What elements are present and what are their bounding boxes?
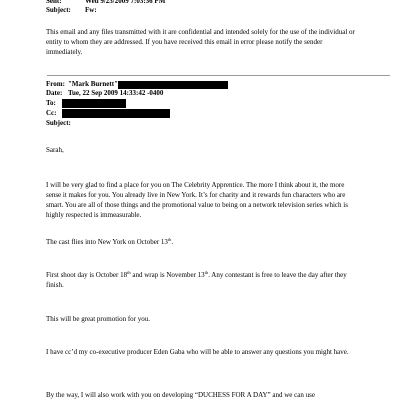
email-subject-label: Subject:: [46, 119, 71, 127]
sent-label: Sent:: [46, 0, 62, 5]
paragraph-4: This will be great promotion for you.: [46, 315, 151, 323]
cc-redaction: [62, 109, 170, 118]
paragraph-3-a: First shoot day is October 18: [46, 271, 128, 279]
to-label: To:: [46, 99, 56, 107]
disclaimer-text: This email and any files transmitted with it are confidential and intended solely for the use of the individual or entity to whom they are addressed. If you have received this email in error please notify the sender immediately.: [46, 28, 355, 56]
paragraph-3-sup-2: th: [204, 270, 209, 275]
from-label: From:: [46, 80, 65, 88]
to-redaction: [62, 99, 126, 108]
paragraph-3-sup-1: th: [127, 270, 131, 275]
from-value: "Mark Burnett": [68, 80, 118, 88]
cc-label: Cc:: [46, 109, 57, 117]
paragraph-6: By the way, I will also work with you on developing “DUCHESS FOR A DAY” and we can use: [46, 391, 315, 399]
paragraph-2-sup: th: [167, 237, 172, 242]
header-divider: [47, 75, 390, 76]
top-subject-label: Subject:: [46, 6, 71, 14]
top-subject-value: Fw:: [85, 6, 97, 14]
date-label: Date:: [46, 89, 63, 97]
paragraph-3-b: and wrap is November 13: [130, 271, 205, 279]
paragraph-5: I have cc’d my co-executive producer Eden Gaba who will be able to answer any questions you might have.: [46, 348, 349, 356]
sent-value: Wed 9/23/2009 7:03:36 PM: [85, 0, 166, 5]
from-email-redaction: [118, 81, 228, 89]
salutation: Sarah,: [46, 146, 64, 154]
paragraph-2-end: .: [171, 238, 174, 246]
paragraph-1: I will be very glad to find a place for you on The Celebrity Apprentice. The more I think about it, the more sense it makes for you. You already live in New York. It’s for charity and it rewards fun characters who are smart. You are all of those things and the promotional value to being on a network television series which is highly respected is immeasurable.: [46, 181, 348, 219]
paragraph-2-text: The cast flies into New York on October 13: [46, 238, 168, 246]
paragraph-3-c: . Any contestant is free to leave the day after they finish.: [46, 271, 347, 289]
date-value: Tue, 22 Sep 2009 14:33:42 -0400: [68, 89, 164, 97]
paragraph-2: [46, 237, 358, 247]
paragraph-3: [46, 270, 358, 290]
